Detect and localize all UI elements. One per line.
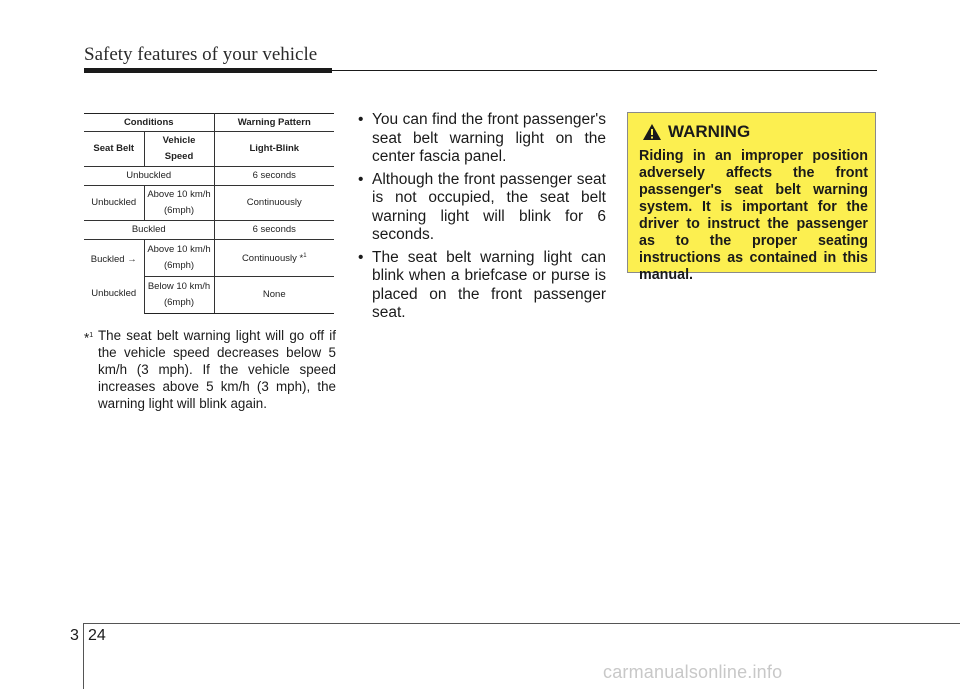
footnote-mark-sup: 1	[89, 332, 94, 339]
table-row	[84, 221, 334, 240]
header-rule-thin	[332, 70, 877, 71]
watermark: carmanualsonline.info	[603, 662, 783, 682]
footnote-ref: 1	[303, 253, 307, 260]
subheader-light-blink: Light-Blink	[214, 132, 334, 167]
header-conditions: Conditions	[84, 114, 214, 132]
list-item: • The seat belt warning light can blink when a briefcase or purse is placed on the front passenger seat.	[356, 249, 606, 323]
cell-pattern-6-seconds: 6 seconds	[214, 167, 334, 186]
warning-triangle-icon	[642, 123, 662, 141]
table-row	[84, 167, 334, 186]
cell-speed-above: Above 10 km/h (6mph)	[144, 240, 214, 277]
chapter-number: 3	[70, 627, 79, 644]
footnote-asterisk: *	[84, 330, 90, 346]
warning-text: Riding in an improper position adversely affects the front passenger's seat belt warning system. It is important for the driver to instruct the passenger as to the proper seating instructions as contained in this manual.	[639, 148, 868, 283]
warning-header	[642, 122, 750, 142]
footer-rule	[83, 623, 960, 624]
subheader-seat-belt: Seat Belt	[84, 132, 144, 167]
list-item: • Although the front passenger seat is not occupied, the seat belt warning light will blink for 6 seconds.	[356, 171, 606, 245]
pattern-continuously-label: Continuously *	[241, 253, 304, 265]
unbuckled-label: Unbuckled	[91, 288, 137, 300]
warning-title: WARNING	[668, 122, 751, 141]
page-header-title: Safety features of your vehicle	[84, 44, 318, 65]
page-number: 24	[88, 627, 106, 644]
subheader-vehicle-speed: Vehicle Speed	[144, 132, 214, 167]
table-subheader-row	[84, 132, 334, 167]
cell-pattern-continuously: Continuously	[214, 186, 334, 221]
cell-seat-belt-buckled-to-unbuckled	[84, 240, 144, 314]
buckled-arrow-label: Buckled →	[90, 254, 137, 266]
footnote-mark	[84, 327, 93, 346]
cell-pattern-none: None	[214, 277, 334, 314]
cell-speed-above: Above 10 km/h (6mph)	[144, 186, 214, 221]
footnote	[84, 327, 336, 412]
table-row	[84, 186, 334, 221]
cell-condition-unbuckled: Unbuckled	[84, 167, 214, 186]
header-warning-pattern: Warning Pattern	[214, 114, 334, 132]
bullet-list	[356, 111, 606, 327]
cell-speed-below: Below 10 km/h (6mph)	[144, 277, 214, 314]
list-item: • You can find the front passenger's seat belt warning light on the center fascia panel.	[356, 111, 606, 167]
footer-rule-vertical	[83, 623, 84, 689]
seat-belt-warning-table	[84, 113, 334, 314]
footnote-text: The seat belt warning light will go off if the vehicle speed decreases below 5 km/h (3 mph). If the vehicle speed increases above 5 km/h (3 mph), the warning light will blink again.	[98, 328, 336, 411]
cell-condition-buckled: Buckled	[84, 221, 214, 240]
cell-seat-belt-unbuckled: Unbuckled	[84, 186, 144, 221]
cell-pattern-6-seconds: 6 seconds	[214, 221, 334, 240]
table-row	[84, 240, 334, 277]
table-header-row	[84, 114, 334, 132]
cell-pattern-continuously-star	[214, 240, 334, 277]
warning-box	[627, 112, 876, 283]
header-rule-thick	[84, 68, 332, 73]
